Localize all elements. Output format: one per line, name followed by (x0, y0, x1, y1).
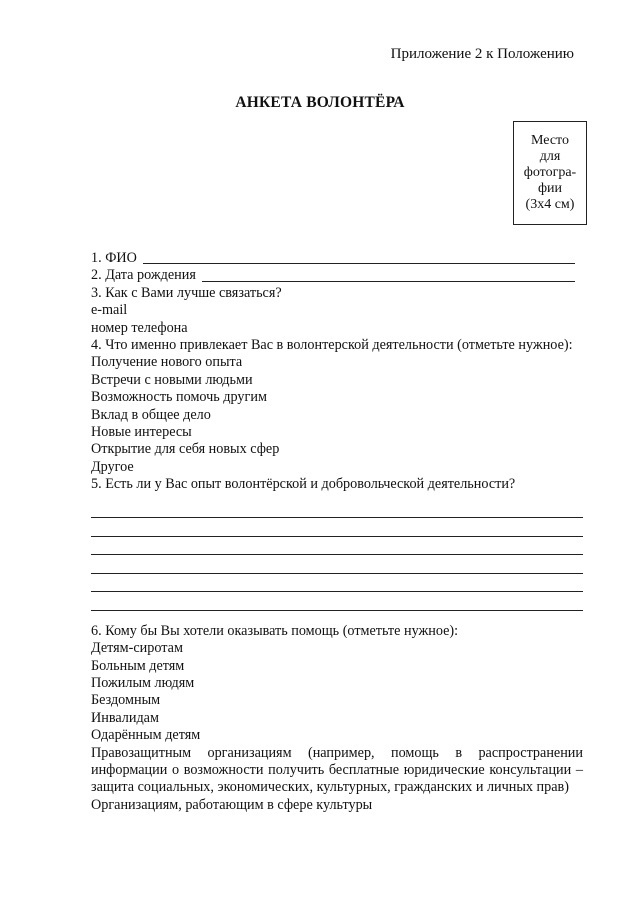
form-title: АНКЕТА ВОЛОНТЁРА (235, 94, 405, 111)
q6-option-sick-children[interactable]: Больным детям (91, 657, 185, 674)
photo-placeholder-text: Место для фотогра- фии (3х4 см) (523, 133, 577, 212)
appendix-note: Приложение 2 к Положению (390, 46, 574, 62)
birthdate-row (91, 267, 583, 284)
photo-placeholder-box (513, 121, 587, 225)
q3-option-phone[interactable]: номер телефона (91, 319, 188, 336)
q6-option-gifted-children[interactable]: Одарённым детям (91, 727, 201, 744)
q4-option-interests[interactable]: Новые интересы (91, 424, 192, 441)
q5-answer-line[interactable] (91, 537, 583, 556)
q5-answer-line[interactable] (91, 592, 583, 611)
q5-answer-lines[interactable] (91, 500, 583, 611)
q5-answer-line[interactable] (91, 518, 583, 537)
q4-option-new-areas[interactable]: Открытие для себя новых сфер (91, 441, 280, 458)
q3-option-email[interactable]: e-mail (91, 302, 128, 319)
birthdate-label: 2. Дата рождения (91, 267, 196, 284)
q5-answer-line[interactable] (91, 555, 583, 574)
q4-question: 4. Что именно привлекает Вас в волонтерской деятельности (отметьте нужное): (91, 337, 573, 354)
q3-question: 3. Как с Вами лучше связаться? (91, 284, 282, 301)
q5-answer-line[interactable] (91, 500, 583, 519)
q4-option-help[interactable]: Возможность помочь другим (91, 389, 267, 406)
q6-option-orphans[interactable]: Детям-сиротам (91, 640, 183, 657)
birthdate-blank-line[interactable] (202, 281, 575, 282)
q4-option-meetings[interactable]: Встречи с новыми людьми (91, 371, 253, 388)
form-content (91, 250, 583, 814)
q4-option-experience[interactable]: Получение нового опыта (91, 354, 243, 371)
q6-option-elderly[interactable]: Пожилым людям (91, 674, 195, 691)
q6-option-human-rights[interactable]: Правозащитным организациям (например, помощь в распространении информации о возможности получить бесплатные юридические консультации – защита социальных, экономических, культурных, гражданских и личных прав) (91, 744, 583, 796)
fio-blank-line[interactable] (143, 263, 575, 264)
q6-option-disabled[interactable]: Инвалидам (91, 709, 159, 726)
q6-option-homeless[interactable]: Бездомным (91, 692, 161, 709)
q4-option-contribution[interactable]: Вклад в общее дело (91, 406, 211, 423)
fio-label: 1. ФИО (91, 250, 137, 266)
q6-question: 6. Кому бы Вы хотели оказывать помощь (отметьте нужное): (91, 622, 459, 639)
q5-answer-line[interactable] (91, 574, 583, 593)
q6-option-culture[interactable]: Организациям, работающим в сфере культуры (91, 796, 373, 813)
q5-question: 5. Есть ли у Вас опыт волонтёрской и добровольческой деятельности? (91, 476, 516, 493)
fio-row (91, 250, 583, 267)
q4-option-other[interactable]: Другое (91, 458, 134, 475)
